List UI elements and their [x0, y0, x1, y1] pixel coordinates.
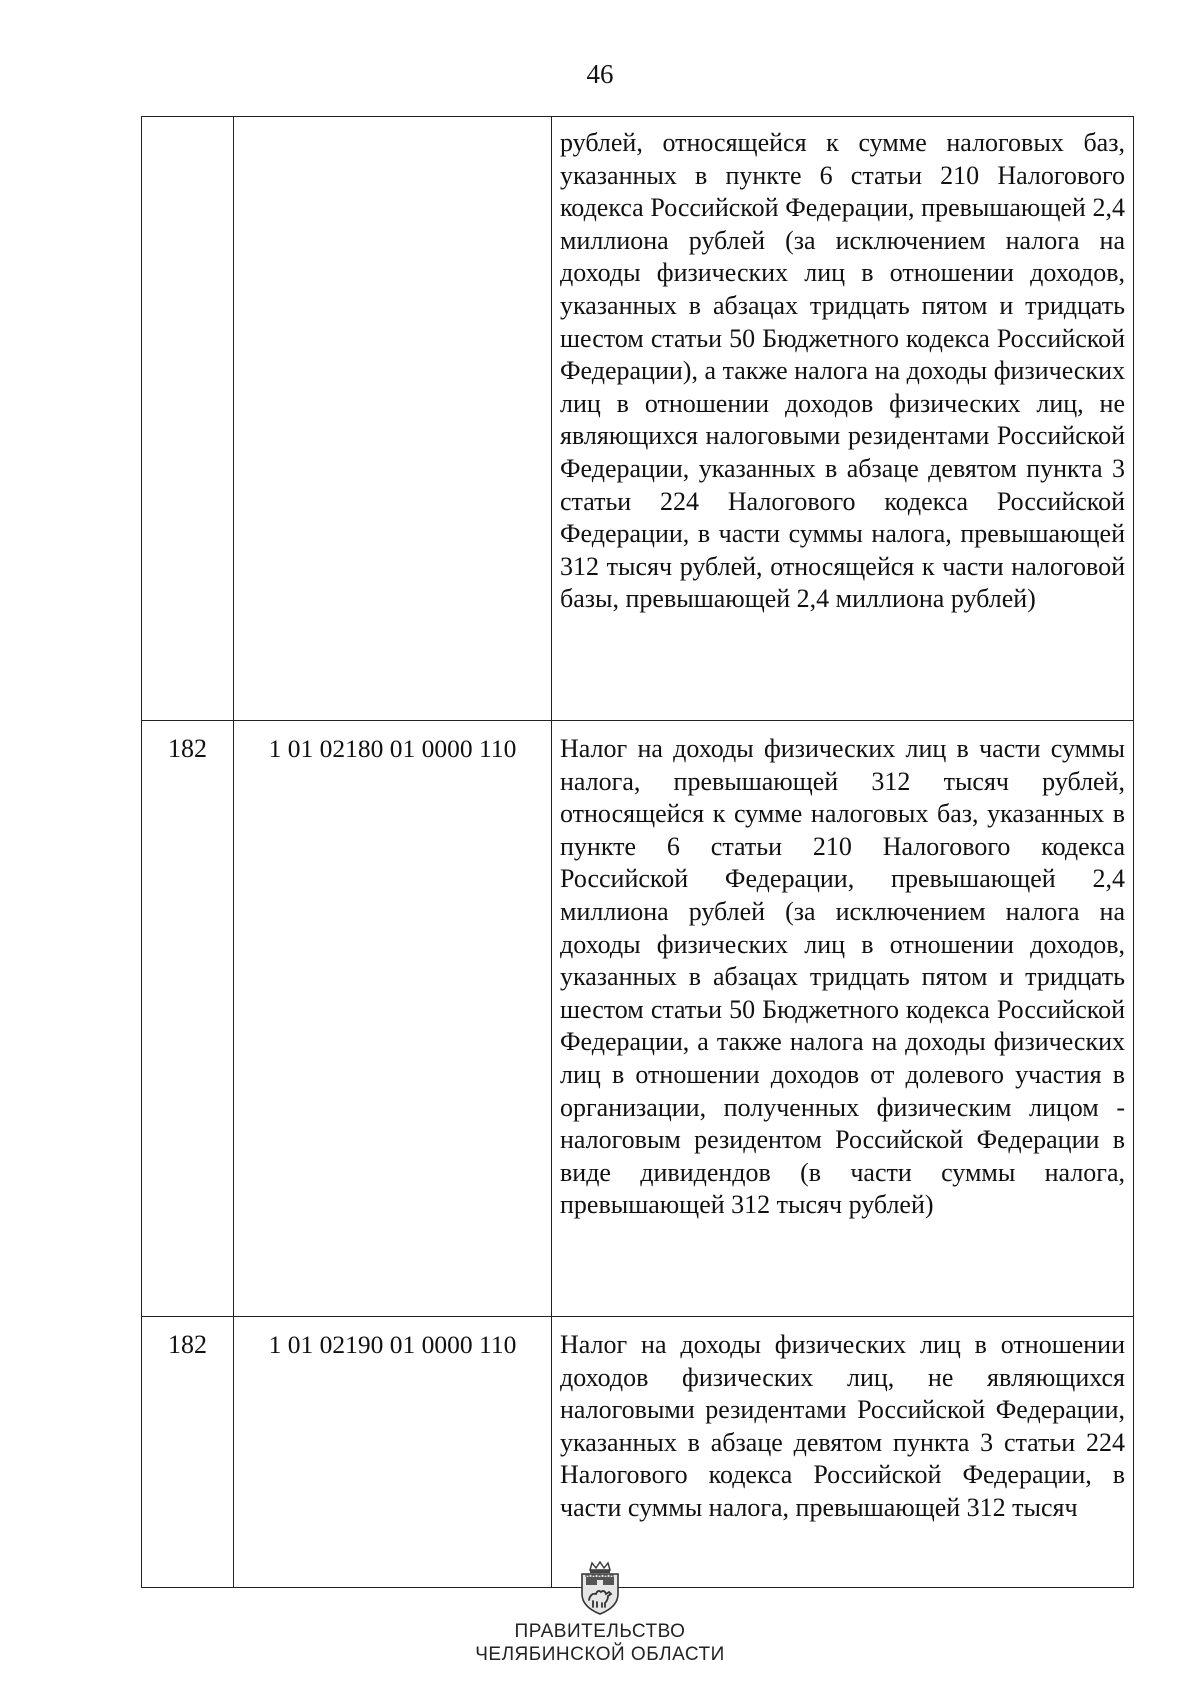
- table-row: [142, 721, 1134, 1317]
- description-cell: Налог на доходы физических лиц в части суммы налога, превышающей 312 тысяч рублей, относящейся к сумме налоговых баз, указанных в пункте 6 статьи 210 Налогового кодекса Российской Федерации, превышающей 2,4 миллиона рублей (за исключением налога на доходы физических лиц в отношении доходов, указанных в абзацах тридцать пятом и тридцать шестом статьи 50 Бюджетного кодекса Российской Федерации, а также налога на доходы физических лиц в отношении доходов от долевого участия в организации, полученных физическим лицом - налоговым резидентом Российской Федерации в виде дивидендов (в части суммы налога, превышающей 312 тысяч рублей): [552, 721, 1134, 1317]
- footer-line-2: ЧЕЛЯБИНСКОЙ ОБЛАСТИ: [475, 1644, 725, 1665]
- chelyabinsk-coat-of-arms-icon: [578, 1560, 622, 1616]
- budget-code-cell: 1 01 02180 01 0000 110: [234, 721, 552, 1317]
- description-cell: Налог на доходы физических лиц в отношении доходов физических лиц, не являющихся налоговыми резидентами Российской Федерации, указанных в абзаце девятом пункта 3 статьи 224 Налогового кодекса Российской Федерации, в части суммы налога, превышающей 312 тысяч: [552, 1317, 1134, 1588]
- government-footer: [0, 1560, 1200, 1666]
- budget-classification-table: [141, 116, 1134, 1588]
- table-row: [142, 1317, 1134, 1588]
- table-row: [142, 117, 1134, 721]
- budget-code-cell: [234, 117, 552, 721]
- page-number: 46: [586, 59, 614, 89]
- budget-code-cell: 1 01 02190 01 0000 110: [234, 1317, 552, 1588]
- admin-code-cell: 182: [142, 721, 234, 1317]
- description-cell: рублей, относящейся к сумме налоговых баз, указанных в пункте 6 статьи 210 Налогового кодекса Российской Федерации, превышающей 2,4 миллиона рублей (за исключением налога на доходы физических лиц в отношении доходов, указанных в абзацах тридцать пятом и тридцать шестом статьи 50 Бюджетного кодекса Российской Федерации), а также налога на доходы физических лиц в отношении доходов физических лиц, не являющихся налоговыми резидентами Российской Федерации, указанных в абзаце девятом пункта 3 статьи 224 Налогового кодекса Российской Федерации, в части суммы налога, превышающей 312 тысяч рублей, относящейся к части налоговой базы, превышающей 2,4 миллиона рублей): [552, 117, 1134, 721]
- admin-code-cell: [142, 117, 234, 721]
- admin-code-cell: 182: [142, 1317, 234, 1588]
- footer-line-1: ПРАВИТЕЛЬСТВО: [514, 1621, 686, 1642]
